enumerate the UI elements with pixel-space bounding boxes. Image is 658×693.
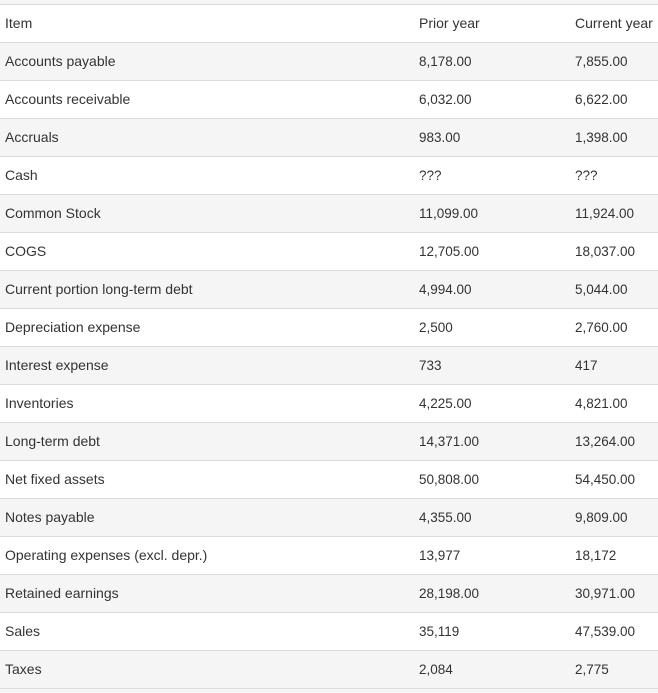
row-current-value: 54,450.00 (575, 472, 636, 487)
header-item: Item (5, 15, 33, 31)
row-item-label: Accruals (5, 129, 59, 145)
row-item-label: Sales (5, 623, 41, 639)
row-current-value: 13,264.00 (575, 434, 636, 449)
row-item-label: Net fixed assets (5, 471, 105, 487)
row-prior-value: 983.00 (419, 130, 461, 145)
table-row (0, 119, 658, 157)
row-item-label: Accounts payable (5, 53, 116, 69)
row-item-label: Retained earnings (5, 585, 119, 601)
table-row (0, 195, 658, 233)
financial-data-table (0, 4, 658, 689)
header-prior-year: Prior year (419, 15, 480, 31)
table-row (0, 423, 658, 461)
row-prior-value: 50,808.00 (419, 472, 480, 487)
row-item-label: COGS (5, 243, 47, 259)
row-current-value: 47,539.00 (575, 624, 636, 639)
row-prior-value: 28,198.00 (419, 586, 480, 601)
row-prior-value: 14,371.00 (419, 434, 480, 449)
row-prior-value: 8,178.00 (419, 54, 472, 69)
row-current-value: 2,760.00 (575, 320, 628, 335)
row-prior-value: 4,355.00 (419, 510, 472, 525)
row-prior-value: 13,977 (419, 548, 461, 563)
row-current-value: 30,971.00 (575, 586, 636, 601)
table-row (0, 575, 658, 613)
row-prior-value: 4,994.00 (419, 282, 472, 297)
row-item-label: Taxes (5, 661, 42, 677)
table-row (0, 81, 658, 119)
row-prior-value: 4,225.00 (419, 396, 472, 411)
header-current-year: Current year (575, 15, 653, 31)
row-current-value: 18,037.00 (575, 244, 636, 259)
table-header-row (0, 4, 658, 43)
row-prior-value: 35,119 (419, 624, 460, 639)
table-row (0, 157, 658, 195)
row-item-label: Depreciation expense (5, 319, 141, 335)
row-item-label: Current portion long-term debt (5, 281, 193, 297)
row-current-value: 9,809.00 (575, 510, 628, 525)
row-item-label: Inventories (5, 395, 74, 411)
table-row (0, 651, 658, 689)
table-row (0, 271, 658, 309)
row-current-value: 6,622.00 (575, 92, 628, 107)
row-current-value: 18,172 (575, 548, 617, 563)
table-row (0, 385, 658, 423)
table-row (0, 347, 658, 385)
row-current-value: 417 (575, 358, 598, 373)
row-item-label: Cash (5, 167, 38, 183)
table-row (0, 537, 658, 575)
row-prior-value: 2,500 (419, 320, 453, 335)
row-current-value: 1,398.00 (575, 130, 628, 145)
row-current-value: 5,044.00 (575, 282, 628, 297)
row-item-label: Notes payable (5, 509, 95, 525)
row-prior-value: 6,032.00 (419, 92, 472, 107)
table-row (0, 233, 658, 271)
row-item-label: Accounts receivable (5, 91, 131, 107)
row-prior-value: 733 (419, 358, 442, 373)
row-current-value: ??? (575, 168, 598, 183)
table-row (0, 461, 658, 499)
row-current-value: 7,855.00 (575, 54, 628, 69)
table-row (0, 613, 658, 651)
row-prior-value: 11,099.00 (419, 206, 479, 221)
row-item-label: Common Stock (5, 205, 101, 221)
row-current-value: 4,821.00 (575, 396, 628, 411)
row-prior-value: 12,705.00 (419, 244, 480, 259)
row-prior-value: 2,084 (419, 662, 453, 677)
table-row (0, 43, 658, 81)
row-current-value: 2,775 (575, 662, 609, 677)
row-prior-value: ??? (419, 168, 442, 183)
row-item-label: Long-term debt (5, 433, 100, 449)
table-row (0, 499, 658, 537)
row-item-label: Interest expense (5, 357, 109, 373)
table-row (0, 309, 658, 347)
row-item-label: Operating expenses (excl. depr.) (5, 547, 208, 563)
row-current-value: 11,924.00 (575, 206, 635, 221)
